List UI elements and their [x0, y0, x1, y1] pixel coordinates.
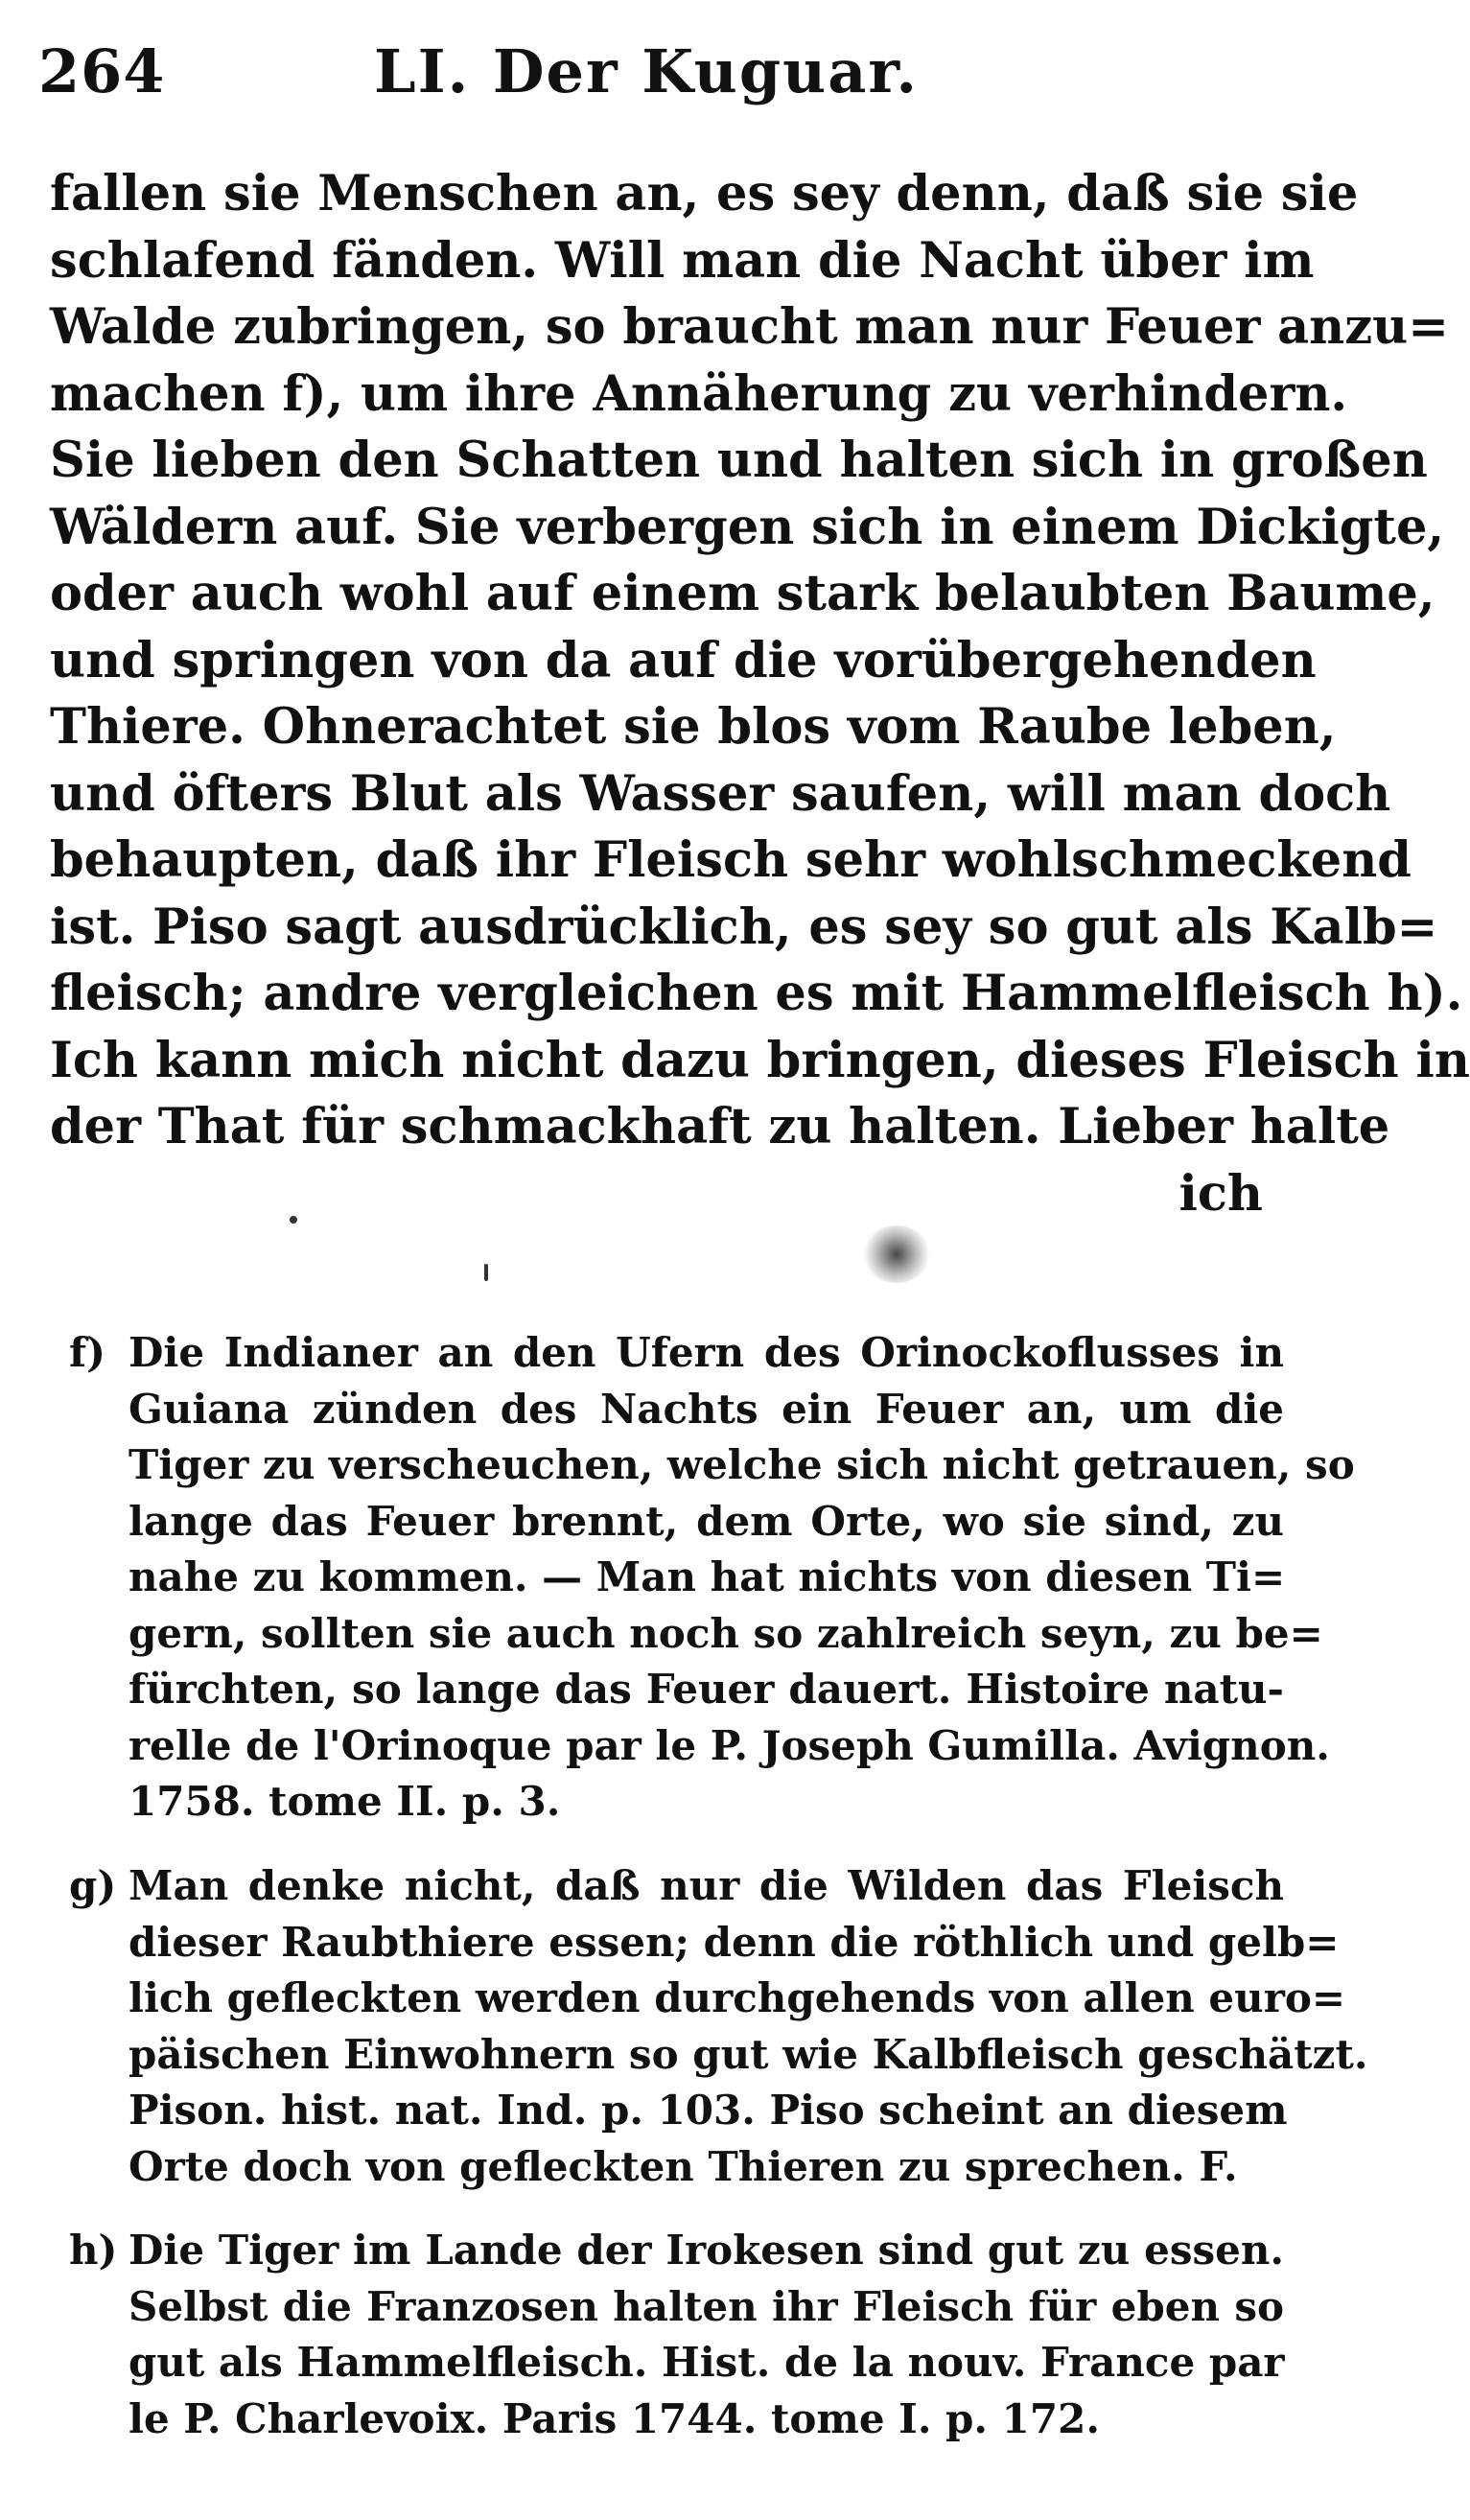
- footnote-line: Die Tiger im Lande der Irokesen sind gut zu essen.: [128, 2227, 1284, 2274]
- footnote-line: Die Indianer an den Ufern des Orinockoflusses in: [128, 1329, 1284, 1376]
- main-text-line: und öfters Blut als Wasser saufen, will man doch: [50, 764, 1391, 823]
- main-text-line: und springen von da auf die vorübergehenden: [50, 631, 1317, 689]
- footnote-line: Selbst die Franzosen halten ihr Fleisch für eben so: [128, 2282, 1284, 2330]
- main-text-line: Walde zubringen, so braucht man nur Feuer anzu=: [50, 298, 1449, 356]
- main-text-line: fallen sie Menschen an, es sey denn, daß sie sie: [50, 165, 1359, 222]
- footnote-line: lich gefleckten werden durchgehends von allen euro=: [128, 1974, 1346, 2021]
- main-text-line: Sie lieben den Schatten und halten sich in großen: [50, 432, 1428, 489]
- footnote-line: gut als Hammelfleisch. Hist. de la nouv. France par: [128, 2339, 1285, 2386]
- main-text-line: ist. Piso sagt ausdrücklich, es sey so gut als Kalb=: [50, 898, 1438, 956]
- catchword: ich: [1178, 1164, 1263, 1223]
- footnote-line: gern, sollten sie auch noch so zahlreich seyn, zu be=: [128, 1609, 1323, 1657]
- main-text-line: fleisch; andre vergleichen es mit Hammelfleisch h).: [50, 965, 1463, 1022]
- main-text-line: oder auch wohl auf einem stark belaubten Baume,: [50, 565, 1435, 622]
- footnote-line: Orte doch von gefleckten Thieren zu sprechen. F.: [128, 2142, 1238, 2190]
- main-text-line: der That für schmackhaft zu halten. Lieber halte: [50, 1098, 1390, 1155]
- footnote-body: [128, 2223, 1284, 2447]
- page-number: 264: [38, 36, 166, 106]
- footnote-marker: f): [69, 1329, 105, 1376]
- footnote-f: [69, 1325, 1355, 1825]
- footnote-line: relle de l'Orinoque par le P. Joseph Gumilla. Avignon.: [128, 1721, 1330, 1769]
- main-text-line: Thiere. Ohnerachtet sie blos vom Raube leben,: [50, 698, 1337, 756]
- footnote-line: nahe zu kommen. — Man hat nichts von diesen Ti=: [128, 1553, 1286, 1600]
- footnote-g: [69, 1858, 1368, 2194]
- footnote-line: le P. Charlevoix. Paris 1744. tome I. p. 172.: [128, 2394, 1100, 2442]
- footnote-marker: h): [69, 2227, 118, 2274]
- main-text-line: behaupten, daß ihr Fleisch sehr wohlschmeckend: [50, 831, 1412, 889]
- footnote-body: [128, 1858, 1368, 2195]
- main-text-line: Wäldern auf. Sie verbergen sich in einem Dickigte,: [50, 498, 1445, 556]
- main-text-line: machen f), um ihre Annäherung zu verhindern.: [50, 364, 1348, 423]
- ink-speck: [290, 1216, 297, 1224]
- main-text-line: schlafend fänden. Will man die Nacht über im: [50, 231, 1315, 290]
- page-header: [38, 36, 1275, 132]
- footnote-marker: g): [69, 1862, 117, 1909]
- footnote-h: [69, 2223, 1285, 2462]
- footnote-line: 1758. tome II. p. 3.: [128, 1778, 561, 1825]
- footnote-line: Guiana zünden des Nachts ein Feuer an, um die: [128, 1385, 1284, 1433]
- main-text-block: [50, 161, 1470, 1227]
- footnote-line: Pison. hist. nat. Ind. p. 103. Piso scheint an diesem: [128, 2087, 1288, 2134]
- footnote-line: Man denke nicht, daß nur die Wilden das Fleisch: [128, 1862, 1284, 1909]
- running-title: LI. Der Kuguar.: [374, 36, 919, 106]
- footnote-line: päischen Einwohnern so gut wie Kalbfleisch geschätzt.: [128, 2030, 1368, 2078]
- main-text-line: Ich kann mich nicht dazu bringen, dieses Fleisch in: [50, 1031, 1470, 1089]
- footnote-line: fürchten, so lange das Feuer dauert. Histoire natu-: [128, 1666, 1284, 1713]
- footnote-line: dieser Raubthiere essen; denn die röthlich und gelb=: [128, 1918, 1340, 1966]
- ink-smudge: [863, 1225, 930, 1283]
- ink-speck: [484, 1264, 488, 1281]
- footnote-body: [128, 1325, 1355, 1831]
- footnote-line: Tiger zu verscheuchen, welche sich nicht getrauen, so: [128, 1441, 1355, 1488]
- footnote-line: lange das Feuer brennt, dem Orte, wo sie sind, zu: [128, 1497, 1284, 1545]
